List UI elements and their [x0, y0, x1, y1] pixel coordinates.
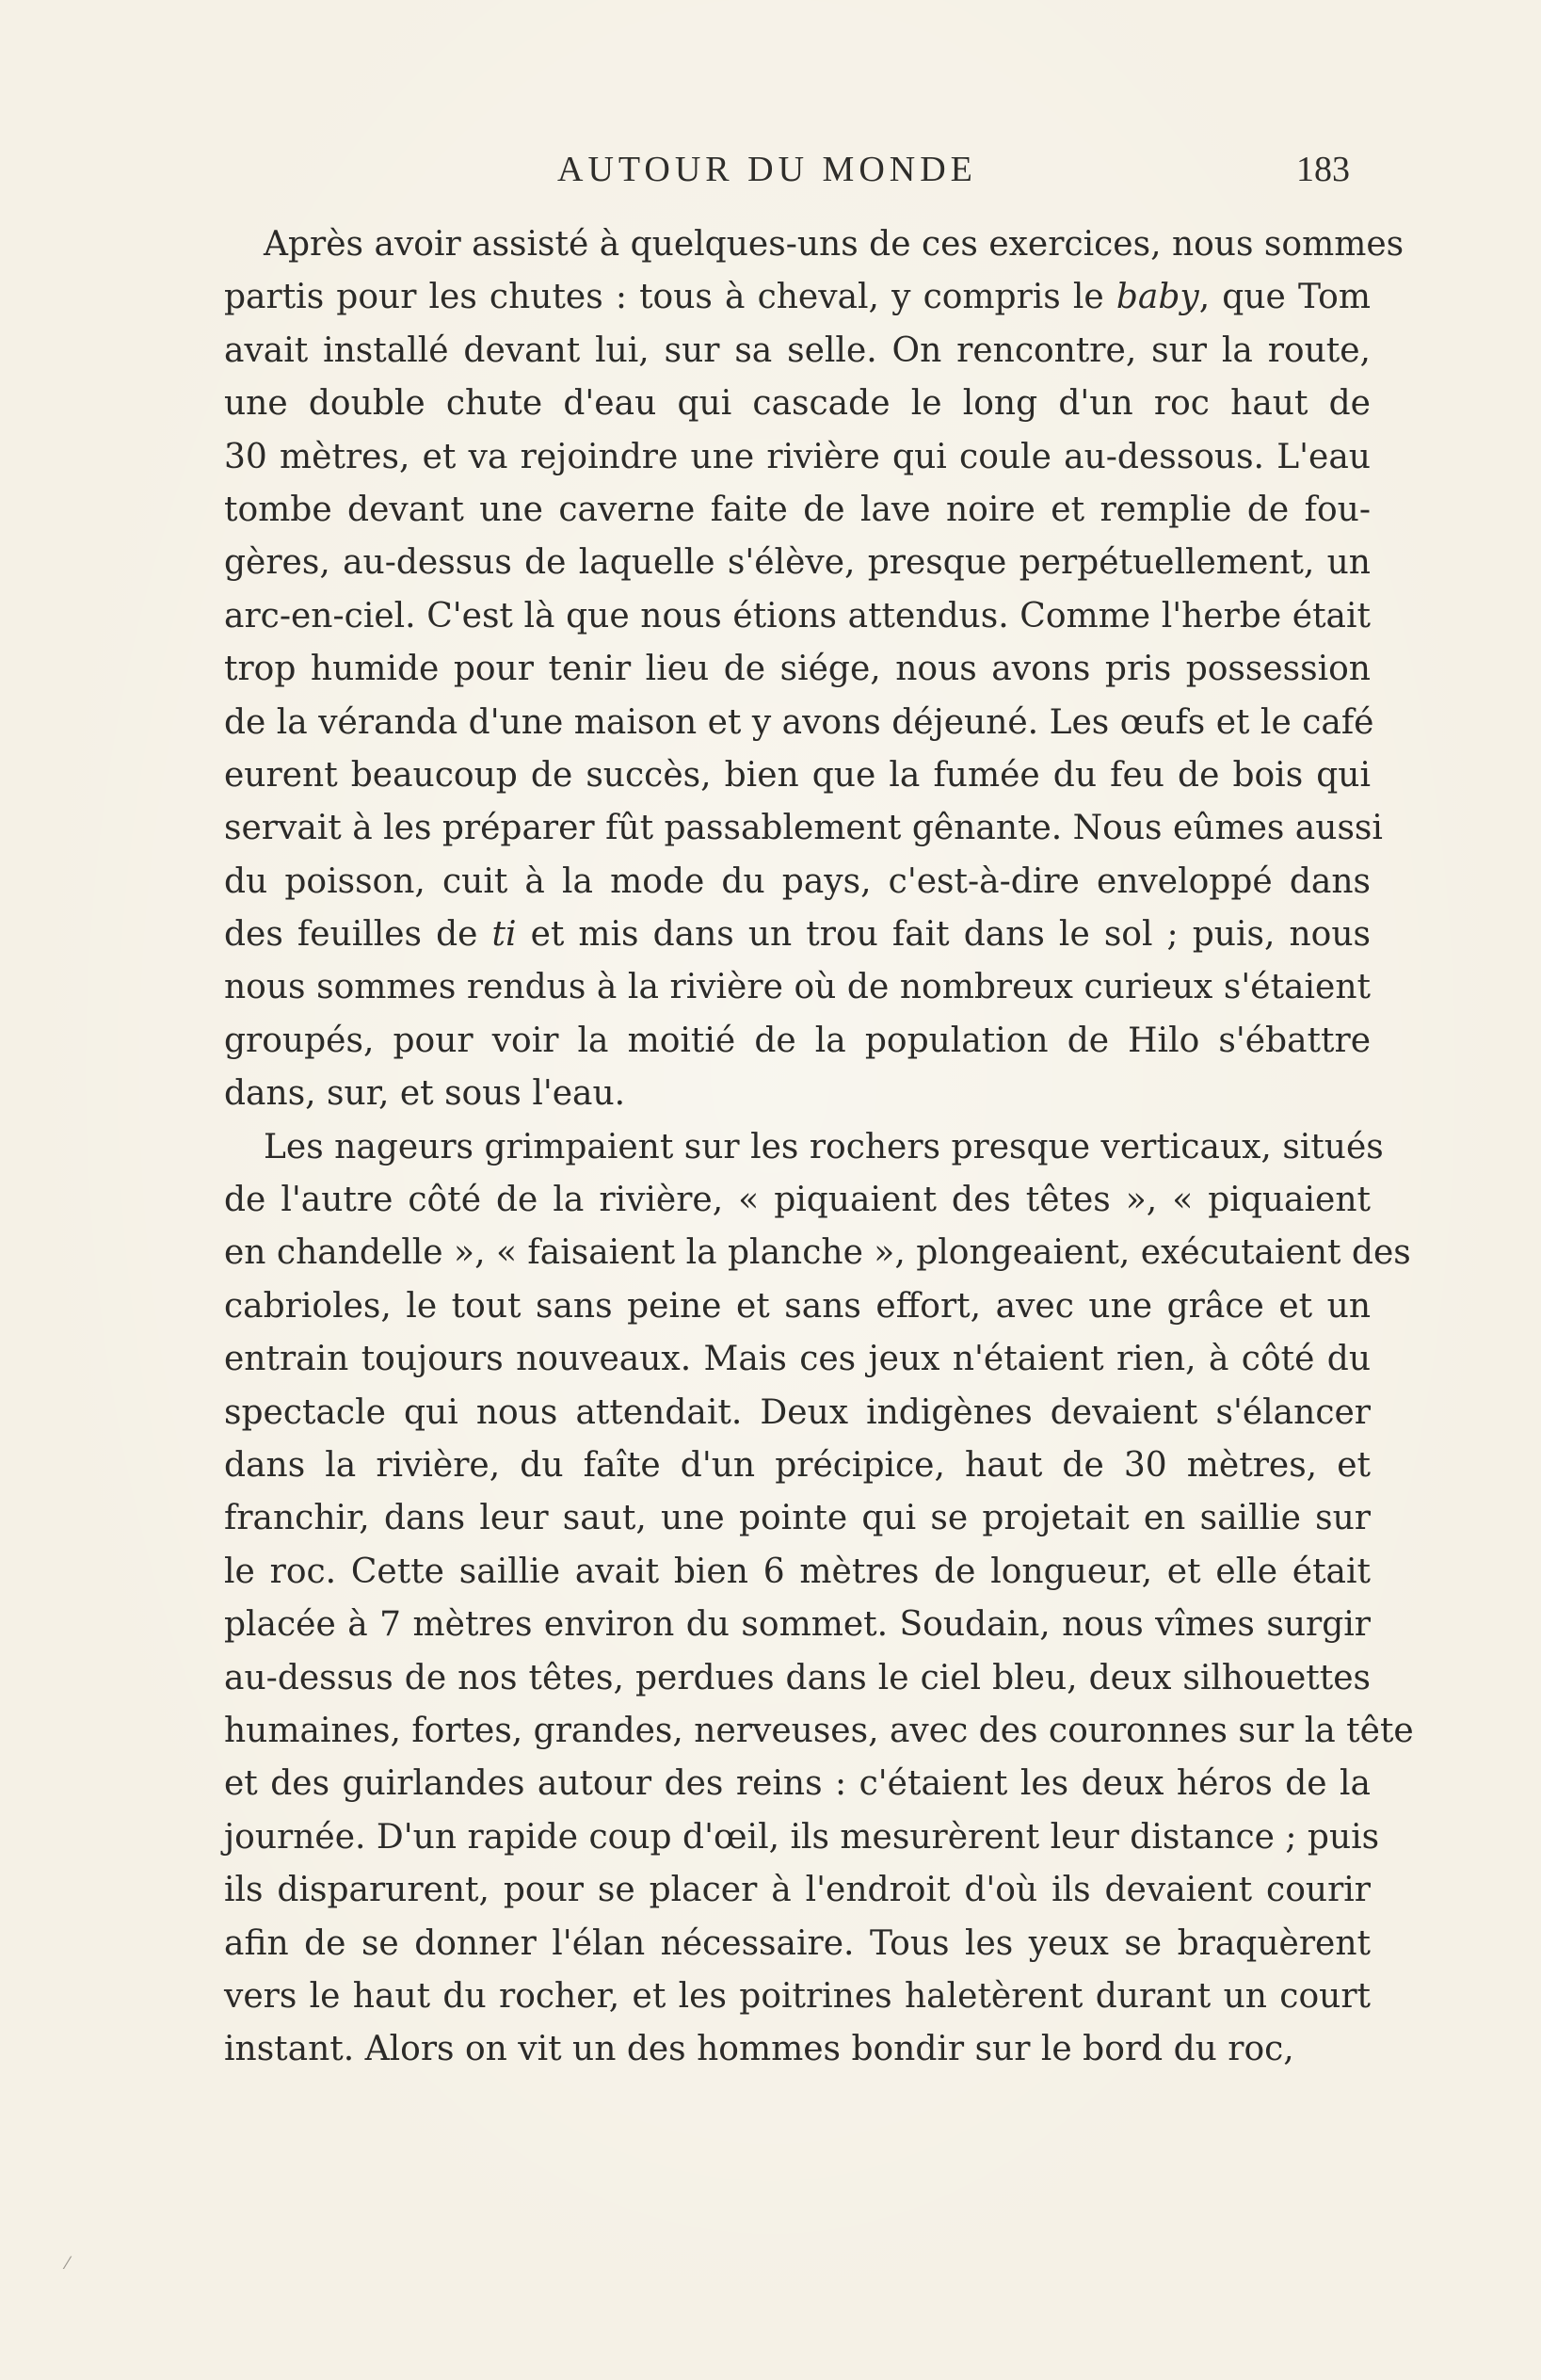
body-text: [224, 218, 1414, 2077]
text-line: arc-en-ciel. C'est là que nous étions attendus. Comme l'herbe était: [224, 596, 1371, 635]
text-line: nous sommes rendus à la rivière où de nombreux curieux s'étaient: [224, 968, 1371, 1007]
text-line: dans la rivière, du faîte d'un précipice, haut de 30 mètres, et: [224, 1445, 1371, 1485]
text-line: eurent beaucoup de succès, bien que la fumée du feu de bois qui: [224, 755, 1371, 795]
text-line: humaines, fortes, grandes, nerveuses, avec des couronnes sur la tête: [224, 1711, 1414, 1750]
page-number: 183: [1296, 150, 1350, 189]
text-line: gères, au-dessus de laquelle s'élève, presque perpétuellement, un: [224, 543, 1371, 583]
italic-word: baby: [1116, 278, 1199, 317]
paragraph-1: [224, 218, 1405, 1121]
text-line: afin de se donner l'élan nécessaire. Tous les yeux se braquèrent: [224, 1923, 1371, 1963]
text-line: des feuilles de ti et mis dans un trou fait dans le sol ; puis, nous: [224, 915, 1371, 955]
text-line: cabrioles, le tout sans peine et sans effort, avec une grâce et un: [224, 1286, 1371, 1326]
text-line: partis pour les chutes : tous à cheval, y compris le baby, que Tom: [224, 278, 1371, 317]
text-line: de l'autre côté de la rivière, « piquaient des têtes », « piquaient: [224, 1181, 1371, 1220]
text-line: 30 mètres, et va rejoindre une rivière qui coule au-dessous. L'eau: [224, 437, 1371, 476]
text-line: servait à les préparer fût passablement gênante. Nous eûmes aussi: [224, 809, 1383, 848]
text-line: du poisson, cuit à la mode du pays, c'est-à-dire enveloppé dans: [224, 861, 1371, 901]
text-line: trop humide pour tenir lieu de siége, nous avons pris possession: [224, 650, 1371, 689]
text-line: groupés, pour voir la moitié de la population de Hilo s'ébattre: [224, 1021, 1371, 1060]
text-line: spectacle qui nous attendait. Deux indigènes devaient s'élancer: [224, 1392, 1371, 1432]
text-line: et des guirlandes autour des reins : c'étaient les deux héros de la: [224, 1764, 1371, 1804]
text-line: le roc. Cette saillie avait bien 6 mètres de longueur, et elle était: [224, 1552, 1371, 1591]
text-line: de la véranda d'une maison et y avons déjeuné. Les œufs et le café: [224, 702, 1374, 742]
text-line: Après avoir assisté à quelques-uns de ces exercices, nous sommes: [264, 225, 1405, 264]
text-line: entrain toujours nouveaux. Mais ces jeux n'étaient rien, à côté du: [224, 1340, 1371, 1379]
text-line: dans, sur, et sous l'eau.: [224, 1074, 626, 1114]
text-line: tombe devant une caverne faite de lave noire et remplie de fou-: [224, 490, 1371, 529]
text-line: vers le haut du rocher, et les poitrines haletèrent durant un court: [224, 1976, 1371, 2016]
text-line: avait installé devant lui, sur sa selle. On rencontre, sur la route,: [224, 330, 1371, 370]
paragraph-2: [224, 1121, 1414, 2077]
running-header: [0, 141, 1541, 198]
text-line: en chandelle », « faisaient la planche », plongeaient, exécutaient des: [224, 1233, 1411, 1273]
running-title: AUTOUR DU MONDE: [557, 150, 977, 189]
text-line: Les nageurs grimpaient sur les rochers presque verticaux, situés: [264, 1127, 1384, 1166]
text-line: une double chute d'eau qui cascade le long d'un roc haut de: [224, 384, 1371, 424]
text-line: au-dessus de nos têtes, perdues dans le ciel bleu, deux silhouettes: [224, 1658, 1371, 1697]
text-line: journée. D'un rapide coup d'œil, ils mesurèrent leur distance ; puis: [224, 1817, 1380, 1857]
text-line: placée à 7 mètres environ du sommet. Soudain, nous vîmes surgir: [224, 1605, 1371, 1645]
paper-mark: ⁄: [66, 2254, 70, 2274]
text-line: franchir, dans leur saut, une pointe qui se projetait en saillie sur: [224, 1499, 1371, 1538]
text-line: instant. Alors on vit un des hommes bondir sur le bord du roc,: [224, 2030, 1294, 2069]
italic-word: ti: [491, 915, 517, 955]
text-line: ils disparurent, pour se placer à l'endroit d'où ils devaient courir: [224, 1871, 1371, 1910]
